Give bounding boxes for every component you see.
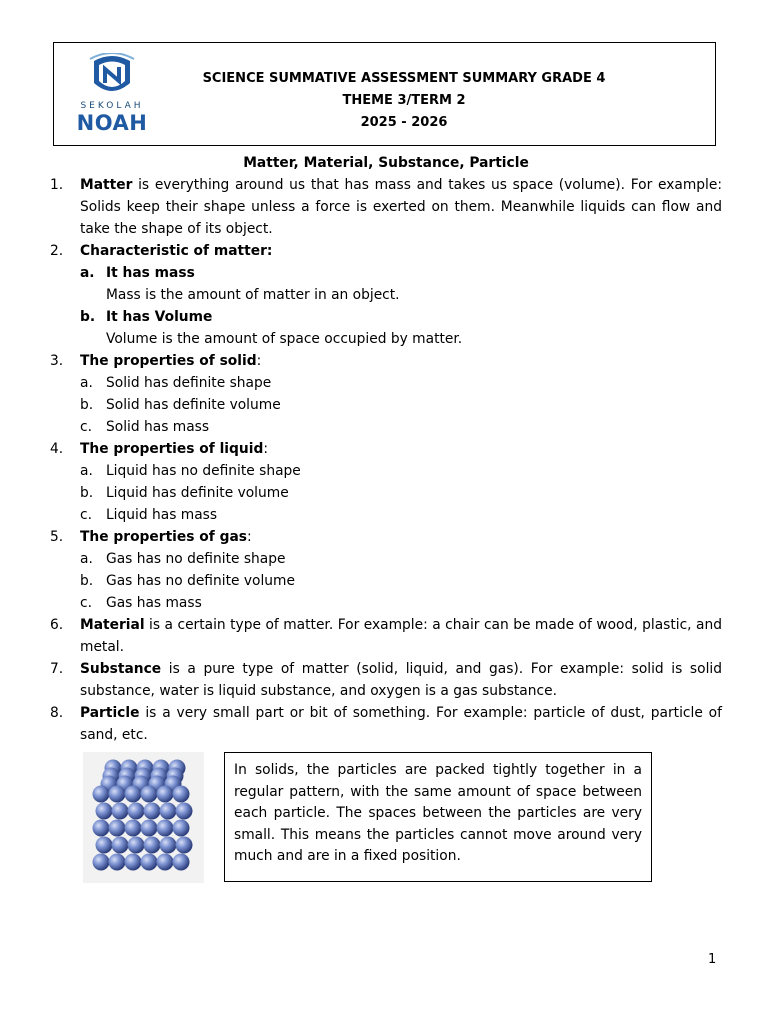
particle-sphere [160, 803, 177, 820]
item-heading: The properties of gas [80, 529, 247, 545]
particle-sphere [160, 837, 177, 854]
item-text [80, 702, 722, 746]
sub-text: Gas has mass [106, 595, 202, 611]
item-heading-line [80, 526, 722, 548]
item-number: 7. [50, 661, 64, 677]
sub-letter: c. [80, 507, 92, 523]
section-title: Matter, Material, Substance, Particle [243, 155, 529, 171]
particle-sphere [96, 803, 113, 820]
sub-item [80, 372, 722, 394]
sub-item [80, 416, 722, 438]
item-heading: Characteristic of matter: [80, 243, 273, 259]
sub-item [80, 504, 722, 526]
particle-sphere [173, 786, 190, 803]
solid-particles-explanation: In solids, the particles are packed tightly together in a regular pattern, with the same amount of space between each particle. The spaces between the particles are very small. This means the particles cannot move around very much and are in a fixed position. [224, 752, 652, 882]
item-number: 6. [50, 617, 64, 633]
sub-letter: b. [80, 397, 94, 413]
particle-sphere [173, 820, 190, 837]
list-item [50, 438, 722, 526]
item-number: 2. [50, 243, 64, 259]
sub-text: Liquid has mass [106, 507, 218, 523]
particle-sphere [125, 854, 142, 871]
item-term: Material [80, 617, 145, 633]
sub-title: It has mass [106, 265, 195, 281]
particle-sphere [141, 854, 158, 871]
sub-text: Solid has definite shape [106, 375, 272, 391]
item-heading: The properties of liquid [80, 441, 264, 457]
sub-letter: b. [80, 309, 96, 325]
sub-description: Mass is the amount of matter in an object. [106, 287, 400, 303]
list-item [50, 174, 722, 240]
particle-sphere [176, 837, 193, 854]
item-text [80, 438, 722, 526]
logo-text-small: SEKOLAH [80, 101, 144, 111]
item-number: 4. [50, 441, 64, 457]
sub-item [80, 570, 722, 592]
heading-colon: : [246, 529, 252, 545]
particle-sphere [141, 786, 158, 803]
logo-shield-icon [72, 53, 152, 103]
list-item [50, 240, 722, 350]
particle-sphere [96, 837, 113, 854]
heading-colon: : [263, 441, 268, 457]
sub-item [80, 394, 722, 416]
particle-sphere [109, 854, 126, 871]
particle-sphere [157, 820, 174, 837]
item-number: 5. [50, 529, 64, 545]
sub-item [80, 460, 722, 482]
school-logo [72, 53, 152, 135]
item-definition: is everything around us that has mass and takes us space (volume). For example: Solids keep their shape unless a force is exerted on them. Meanwhile liquids can flow and take the shape of its object. [80, 177, 722, 237]
sub-letter: a. [80, 375, 93, 391]
particle-sphere [93, 786, 110, 803]
list-item [50, 658, 722, 702]
sub-letter: a. [80, 463, 93, 479]
item-text [80, 658, 722, 702]
list-item [50, 702, 722, 746]
particle-sphere [141, 820, 158, 837]
item-definition: is a certain type of matter. For example: a chair can be made of wood, plastic, and metal. [80, 617, 722, 655]
item-text [80, 174, 722, 240]
particle-sphere [125, 786, 142, 803]
particle-sphere [112, 803, 129, 820]
list-item [50, 526, 722, 614]
sub-item [80, 262, 722, 284]
list-item [50, 350, 722, 438]
list-item [50, 614, 722, 658]
sub-letter: a. [80, 265, 95, 281]
item-term: Particle [80, 705, 140, 721]
particle-sphere [157, 854, 174, 871]
sub-text: Gas has no definite shape [106, 551, 286, 567]
sub-item [80, 592, 722, 614]
item-definition: is a very small part or bit of something. For example: particle of dust, particle of sand, etc. [80, 705, 722, 743]
particle-sphere [109, 786, 126, 803]
item-text [80, 240, 722, 350]
sub-item [80, 306, 722, 328]
header-line-1: SCIENCE SUMMATIVE ASSESSMENT SUMMARY GRADE 4 [202, 71, 606, 86]
particle-sphere [125, 820, 142, 837]
particle-lattice-illustration [83, 752, 204, 883]
document-content [50, 152, 722, 746]
sub-letter: a. [80, 551, 93, 567]
particle-sphere [176, 803, 193, 820]
header-box [53, 42, 716, 146]
item-text [80, 526, 722, 614]
sub-title: It has Volume [106, 309, 213, 325]
item-heading-line [80, 438, 722, 460]
item-number: 1. [50, 177, 64, 193]
item-term: Substance [80, 661, 162, 677]
item-text [80, 614, 722, 658]
item-number: 3. [50, 353, 64, 369]
sub-text: Gas has no definite volume [106, 573, 295, 589]
particle-sphere [109, 820, 126, 837]
sub-item [80, 548, 722, 570]
item-number: 8. [50, 705, 64, 721]
item-heading-line [80, 350, 722, 372]
sub-text: Liquid has no definite shape [106, 463, 301, 479]
logo-text-big: NOAH [76, 111, 148, 135]
heading-colon: : [256, 353, 262, 369]
particle-sphere [112, 837, 129, 854]
particle-sphere [128, 837, 145, 854]
particle-sphere [93, 854, 110, 871]
header-title-block [184, 68, 624, 134]
sub-description: Volume is the amount of space occupied by matter. [106, 331, 463, 347]
sub-text: Solid has mass [106, 419, 210, 435]
particle-sphere [93, 820, 110, 837]
particle-sphere [173, 854, 190, 871]
solid-particles-image [83, 752, 204, 883]
particle-sphere [128, 803, 145, 820]
header-line-3: 2025 - 2026 [360, 115, 448, 130]
item-heading: The properties of solid [80, 353, 257, 369]
header-line-2: THEME 3/TERM 2 [342, 93, 466, 108]
page-number: 1 [708, 952, 717, 967]
sub-letter: c. [80, 595, 92, 611]
particle-sphere [144, 803, 161, 820]
item-text [80, 350, 722, 438]
sub-letter: c. [80, 419, 92, 435]
item-definition: is a pure type of matter (solid, liquid, and gas). For example: solid is solid substance, water is liquid substance, and oxygen is a gas substance. [80, 661, 722, 699]
sub-letter: b. [80, 485, 94, 501]
sub-text: Solid has definite volume [106, 397, 281, 413]
sub-item [80, 482, 722, 504]
sub-text: Liquid has definite volume [106, 485, 289, 501]
sub-letter: b. [80, 573, 94, 589]
item-term: Matter [80, 177, 133, 193]
particle-sphere [144, 837, 161, 854]
particle-sphere [157, 786, 174, 803]
